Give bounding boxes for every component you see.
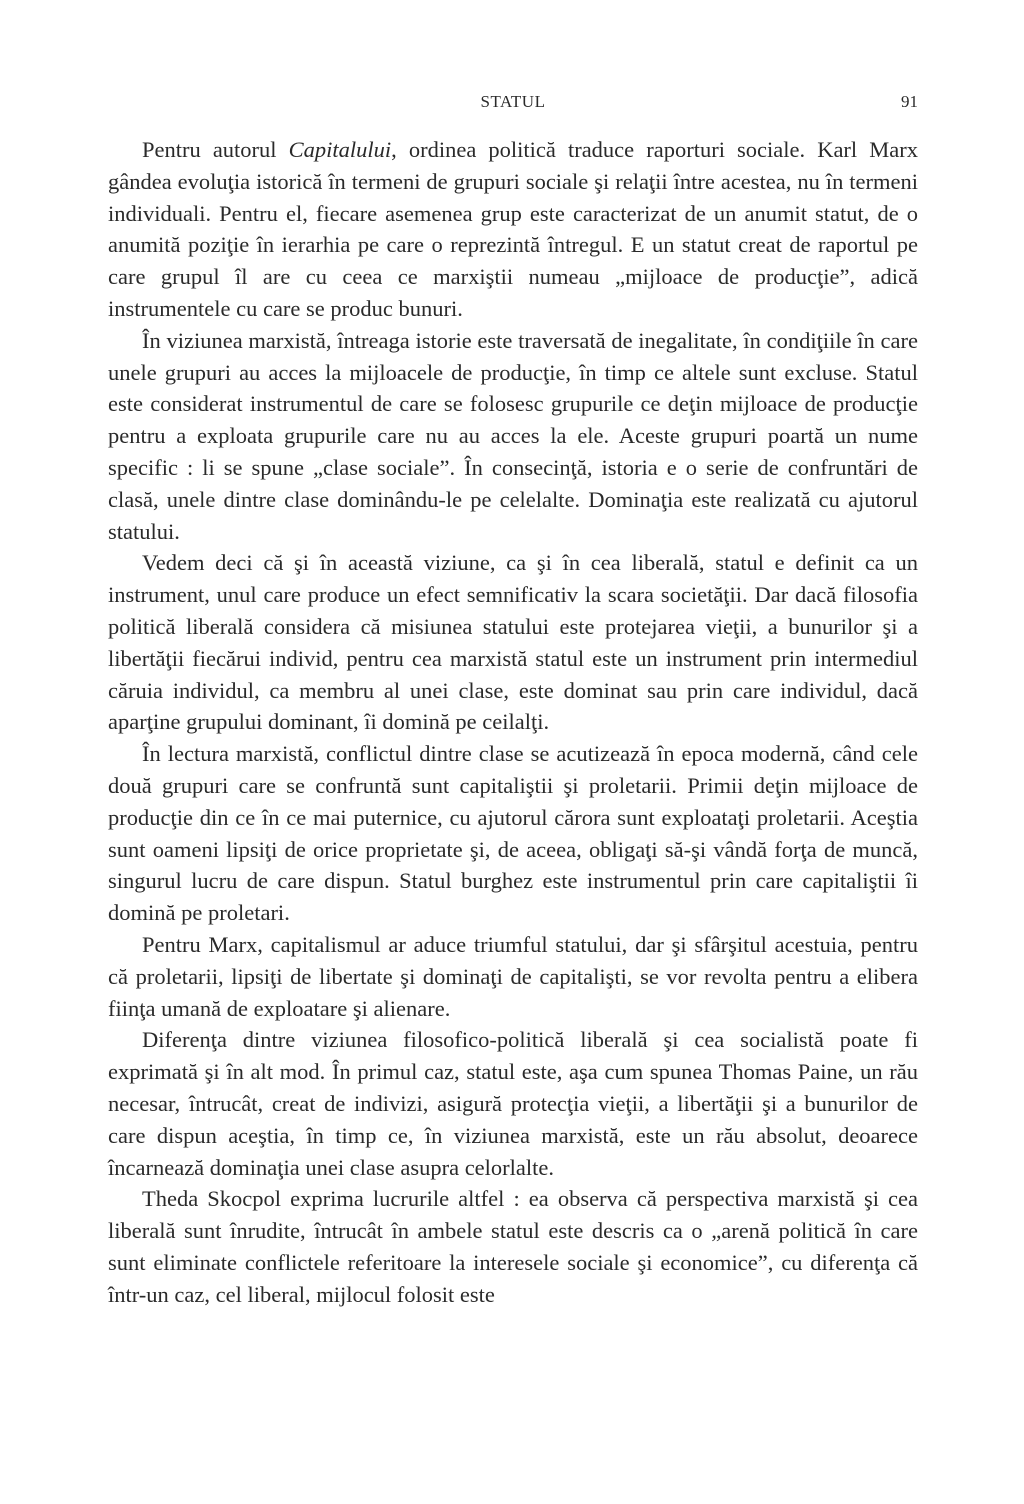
book-title-italic: Capitalului: [288, 137, 392, 162]
paragraph-3: Vedem deci că şi în această viziune, ca şi în cea liberală, statul e definit ca un instrument, unul care produce un efect semnificativ la scara societăţii. Dar dacă filosofia politică liberală considera că misiunea statului este protejarea vieţii, a bunurilor şi a libertăţii fiecărui individ, pentru cea marxistă statul este un instrument prin intermediul căruia individul, ca membru al unei clase, este dominat sau prin care individul, dacă aparţine grupului dominant, îi domină pe ceilalţi.: [108, 550, 918, 735]
running-title: STATUL: [480, 92, 546, 111]
paragraph-1: [108, 134, 918, 325]
paragraph-1-after: , ordinea politică traduce raporturi sociale. Karl Marx gândea evoluţia istorică în termeni de grupuri sociale şi relaţii între acestea, nu în termeni individuali. Pentru el, fiecare asemenea grup este caracterizat de un anumit statut, de o anumită poziţie în ierarhia pe care o reprezintă întregul. E un statut creat de raportul pe care grupul îl are cu ceea ce marxiştii numeau „mijloace de producţie”, adică instrumentele cu care se produc bunuri.: [108, 137, 918, 321]
page-number: 91: [901, 92, 918, 111]
paragraph-2: În viziunea marxistă, întreaga istorie este traversată de inegalitate, în condiţiile în care unele grupuri au acces la mijloacele de producţie, în timp ce altele sunt excluse. Statul este considerat instrumentul de care se folosesc grupurile ce deţin mijloace de producţie pentru a exploata grupurile care nu au acces la ele. Aceste grupuri poartă un nume specific : li se spune „clase sociale”. În consecinţă, istoria e o serie de confruntări de clasă, unele dintre clase dominându-le pe celelalte. Dominaţia este realizată cu ajutorul statului.: [108, 327, 918, 544]
paragraph-5: Pentru Marx, capitalismul ar aduce triumful statului, dar şi sfârşitul acestuia, pentru că proletarii, lipsiţi de libertate şi dominaţi de capitalişti, se vor revolta pentru a elibera fiinţa umană de exploatare şi alienare.: [108, 931, 918, 1021]
paragraph-4: În lectura marxistă, conflictul dintre clase se acutizează în epoca modernă, când cele două grupuri care se confruntă sunt capitaliştii şi proletarii. Primii deţin mijloace de producţie din ce în ce mai puternice, cu ajutorul cărora sunt exploataţi proletarii. Aceştia sunt oameni lipsiţi de orice proprietate şi, de aceea, obligaţi să-şi vândă forţa de muncă, singurul lucru de care dispun. Statul burghez este instrumentul prin care capitaliştii îi domină pe proletari.: [108, 741, 918, 926]
paragraph-6: Diferenţa dintre viziunea filosofico-politică liberală şi cea socialistă poate fi exprimată şi în alt mod. În primul caz, statul este, aşa cum spunea Thomas Paine, un rău necesar, întrucât, creat de indivizi, asigură protecţia vieţii, a libertăţii şi a bunurilor de care dispun aceştia, în timp ce, în viziunea marxistă, este un rău absolut, deoarece încarnează dominaţia unei clase asupra celorlalte.: [108, 1027, 918, 1180]
page-header: [108, 92, 918, 122]
page-body: [108, 134, 918, 1310]
paragraph-7: Theda Skocpol exprima lucrurile altfel : ea observa că perspectiva marxistă şi cea liberală sunt înrudite, întrucât în ambele statul este descris ca o „arenă politică în care sunt eliminate conflictele referitoare la interesele sociale şi economice”, cu diferenţa că într-un caz, cel liberal, mijlocul folosit este: [108, 1186, 918, 1307]
paragraph-1-before: Pentru autorul: [142, 137, 289, 162]
book-page: [108, 92, 918, 1310]
